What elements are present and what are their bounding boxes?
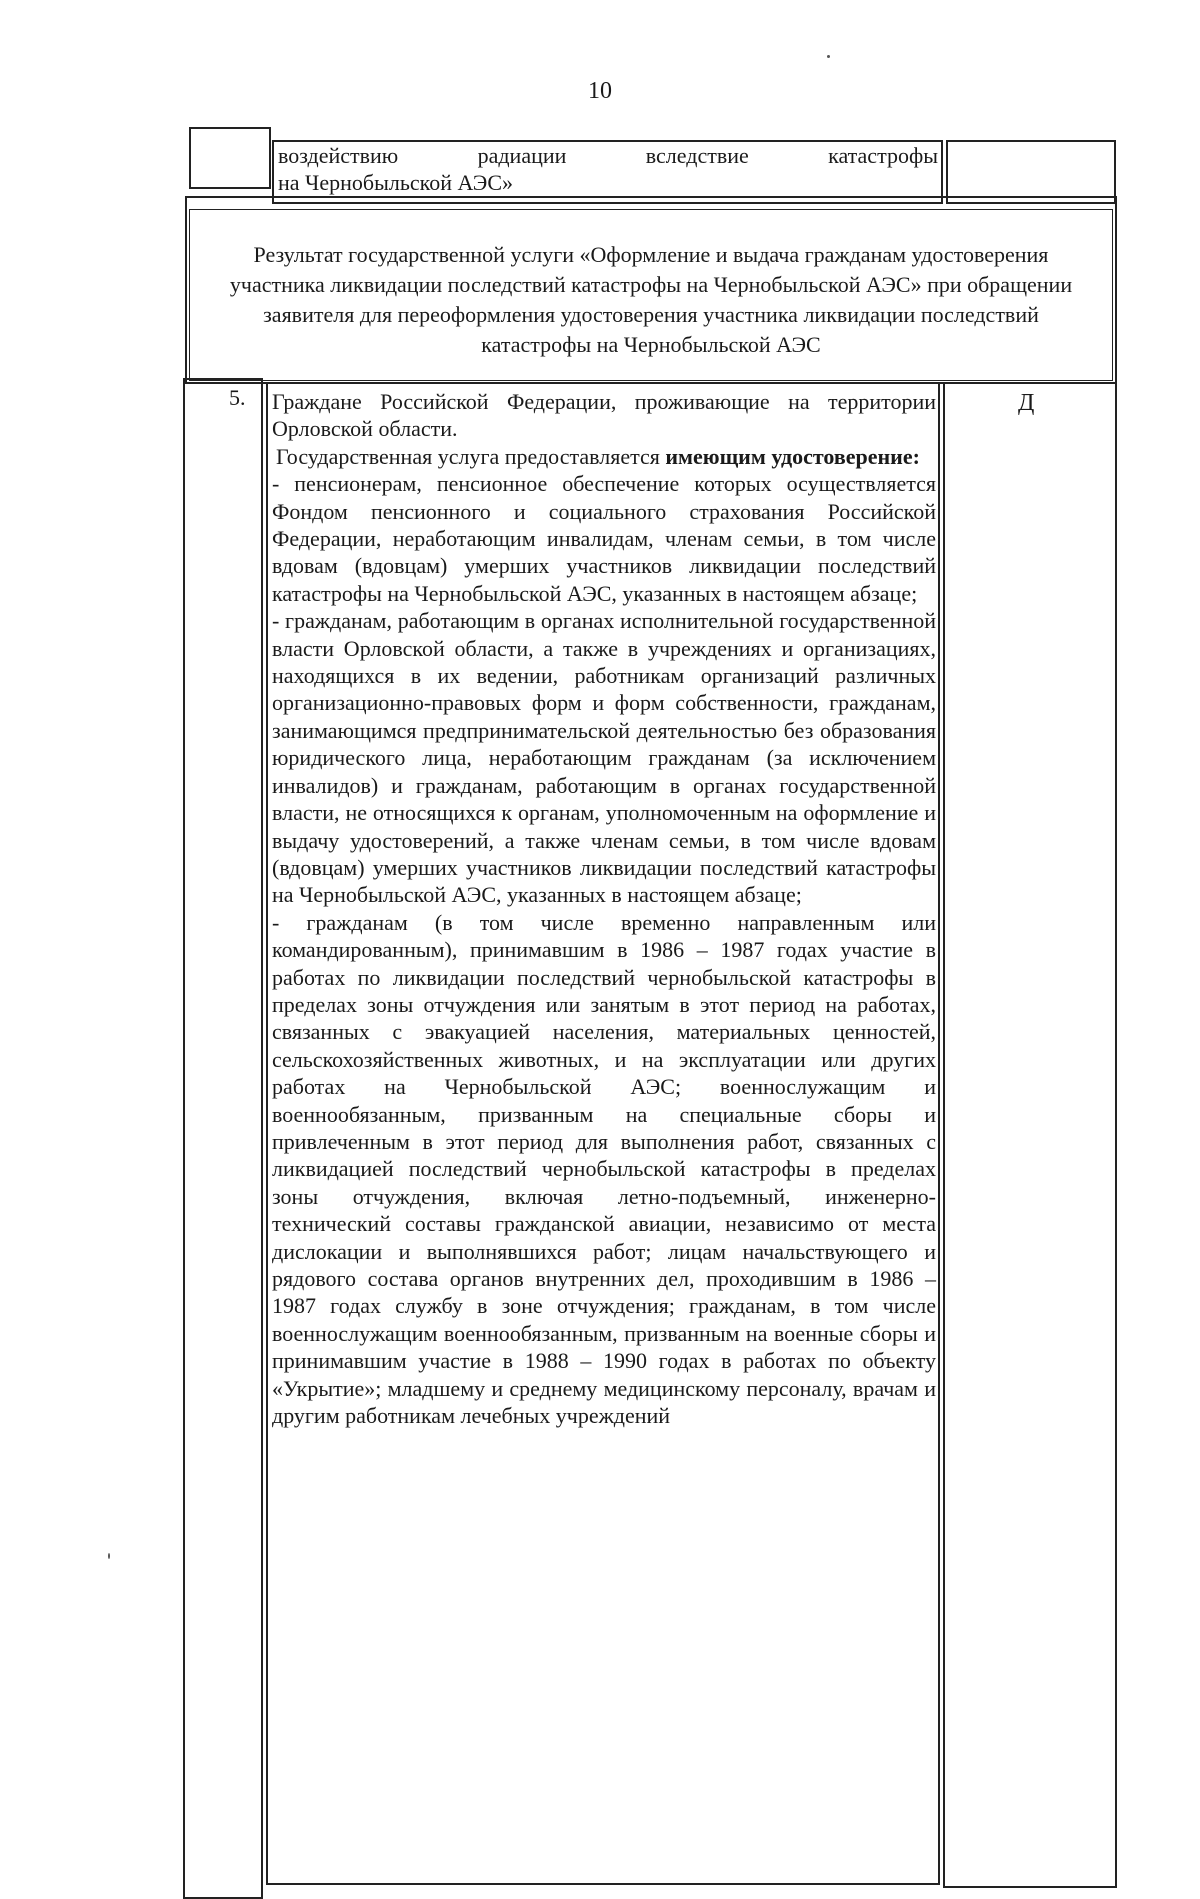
row5-paragraph-3: - гражданам (в том числе временно направленным или командированным), принимавшим в 1986 – 1987 годах участие в работах по ликвидации последствий чернобыльской катастрофы в пределах зоны отчуждения или занятым в этот период на работах, связанных с эвакуацией населения, материальных ценностей, сельскохозяйственных животных, и на эксплуатации или других работах на Чернобыльской АЭС; военнослужащим и военнообязанным, призванным на специальные сборы и привлеченным в этот период для выполнения работ, связанных с ликвидацией последствий чернобыльской катастрофы в пределах зоны отчуждения, включая летно-подъемный, инженерно-технический составы гражданской авиации, независимо от места дислокации и выполнявшихся работ; лицам начальствующего и рядового состава органов внутренних дел, проходившим в 1986 – 1987 годах службу в зоне отчуждения; гражданам, в том числе военнослужащим военнообязанным, призванным на военные сборы и принимавшим участие в 1988 – 1990 годах в работах по объекту «Укрытие»; младшему и среднему медицинскому персоналу, врачам и другим работникам лечебных учреждений	[272, 909, 936, 1429]
row5-service-strong: имеющим удостоверение:	[665, 443, 920, 469]
row5-service-statement	[272, 443, 936, 470]
row5-code: Д	[1018, 390, 1035, 416]
top-row-line-1: воздействию радиации вследствие катастрофы	[278, 143, 938, 168]
page-number: 10	[588, 78, 612, 104]
scan-speck	[827, 55, 830, 58]
row5-service-lead: Государственная услуга предоставляется	[276, 443, 660, 469]
row5-number-cell	[183, 378, 263, 1899]
row5-paragraph-1: - пенсионерам, пенсионное обеспечение которых осуществляется Фондом пенсионного и социального страхования Российской Федерации, неработающим инвалидам, членам семьи, в том числе вдовам (вдовцам) умерших участников ликвидации последствий катастрофы на Чернобыльской АЭС, указанных в настоящем абзаце;	[272, 471, 936, 606]
row5-text-cell	[266, 382, 940, 1885]
section-heading-inner	[189, 209, 1113, 381]
scan-speck	[108, 1553, 110, 1559]
top-row-line-2: на Чернобыльской АЭС»	[278, 170, 514, 195]
top-row-right-cell	[946, 140, 1116, 204]
row5-paragraph-2: - гражданам, работающим в органах исполнительной государственной власти Орловской области, а также в учреждениях и организациях, находящихся в их ведении, работникам организаций различных организационно-правовых форм и форм собственности, гражданам, занимающимся предпринимательской деятельностью без образования юридического лица, неработающим гражданам (за исключением инвалидов) и гражданам, работающим в органах государственной власти, не относящихся к органам, уполномоченным на оформление и выдачу удостоверений, а также членам семьи, в том числе вдовам (вдовцам) умерших участников ликвидации последствий катастрофы на Чернобыльской АЭС, указанных в настоящем абзаце;	[272, 608, 936, 908]
row5-number: 5.	[229, 385, 246, 410]
top-row-left-cell	[189, 127, 271, 189]
top-row-text-cell	[272, 140, 943, 204]
row5-text	[272, 388, 936, 1429]
section-heading: Результат государственной услуги «Оформление и выдача гражданам удостоверения участника ликвидации последствий катастрофы на Чернобыльской АЭС» при обращении заявителя для переоформления удостоверения участника ликвидации последствий катастрофы на Чернобыльской АЭС	[229, 242, 1073, 357]
row5-intro: Граждане Российской Федерации, проживающие на территории Орловской области.	[272, 389, 936, 442]
row5-code-cell	[943, 382, 1117, 1888]
